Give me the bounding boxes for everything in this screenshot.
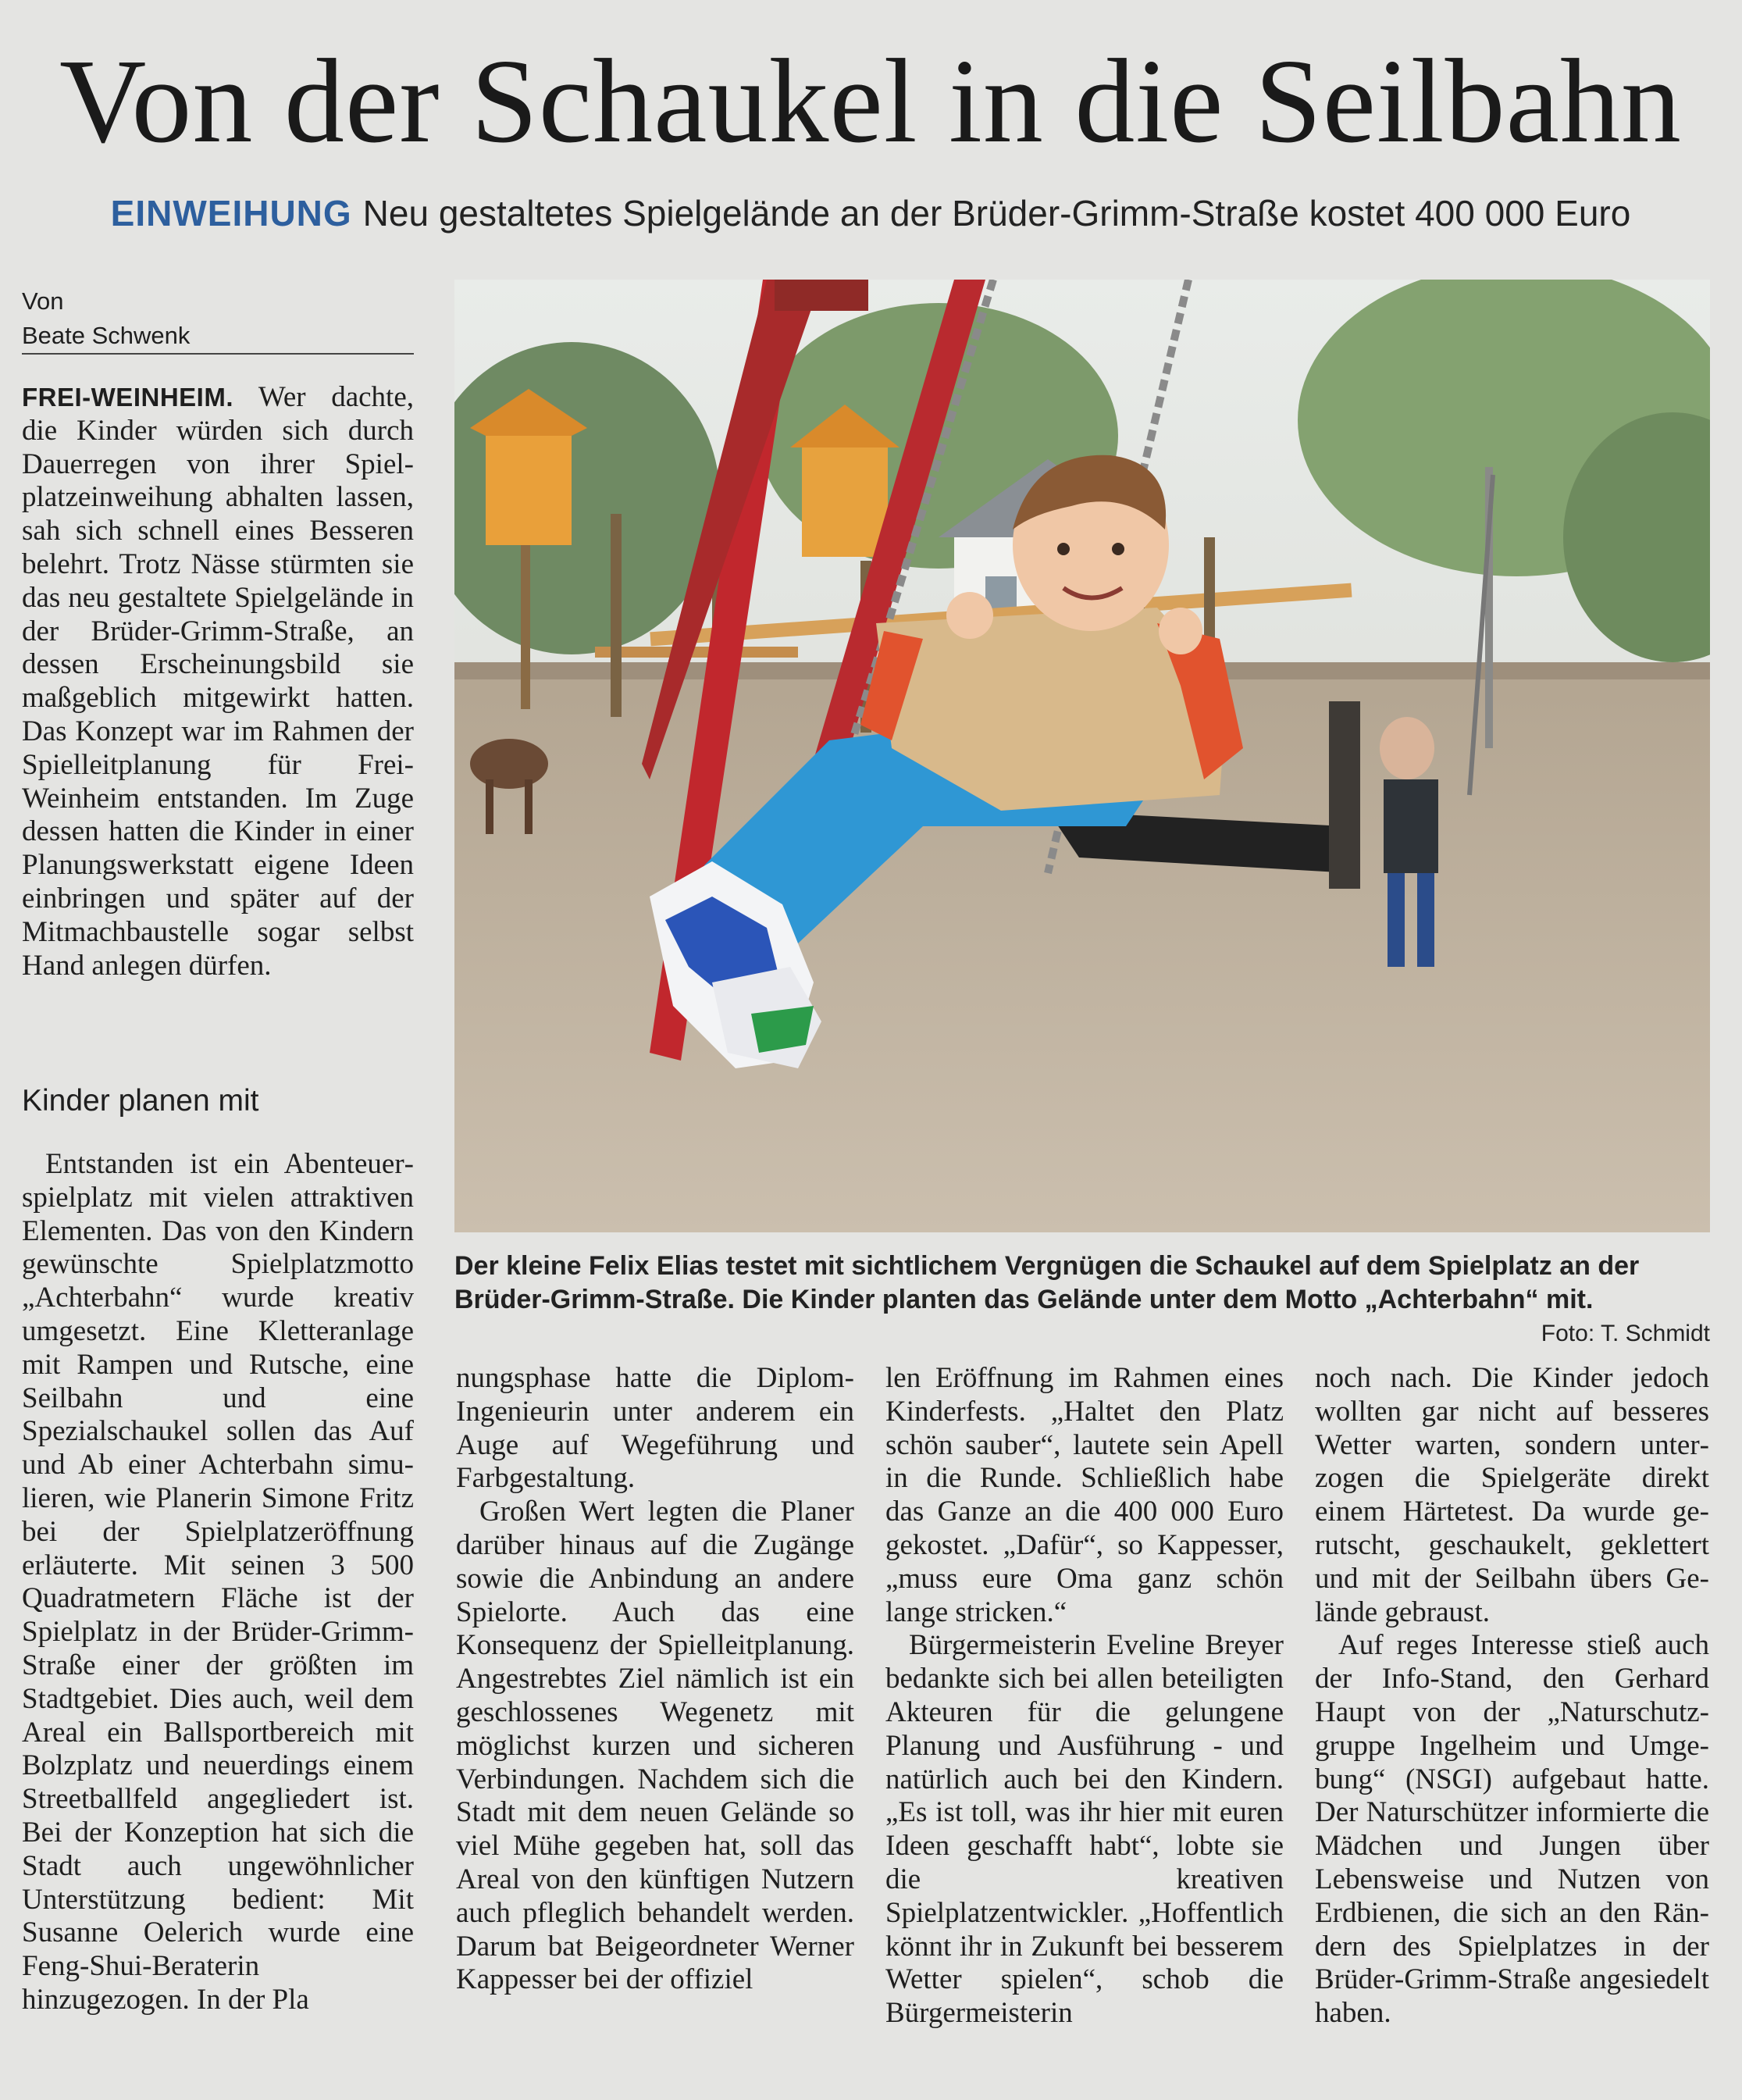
photo-caption xyxy=(454,1250,1710,1350)
paragraph: noch nach. Die Kinder jedoch wollten gar nicht auf besseres Wetter warten, sondern unterzogen die Spielgeräte direkt einem Härtetest. Da wurde gerutscht, geschaukelt, geklettert und mit der Seilbahn übers Gelände gebraust. xyxy=(1315,1362,1709,1628)
lead-text: Wer dachte, die Kinder würden sich durch Dauerregen von ihrer Spielplatzeinweihung abhalten lassen, sah sich schnell eines Besseren belehrt. Trotz Nässe stürmten sie das neu gestaltete Spielgelände in der Brüder-Grimm-Straße, an dessen Erscheinungsbild sie maßgeblich mitgewirkt hatten. Das Konzept war im Rahmen der Spielleitplanung für Frei-Weinheim entstanden. Im Zuge dessen hatten die Kinder in einer Planungswerkstatt eigene Ideen einbringen und später auf der Mitmachbaustelle sogar selbst Hand anlegen dürfen. xyxy=(22,381,414,982)
photo-credit: Foto: T. Schmidt xyxy=(1541,1321,1710,1346)
author: Beate Schwenk xyxy=(22,322,191,349)
column-3 xyxy=(885,1362,1284,2030)
paragraph: Auf reges Interesse stieß auch der Info-Stand, den Gerhard Haupt von der „Naturschutzgruppe Ingelheim und Umgebung“ (NSGI) aufgebaut hatte. Der Naturschützer informierte die Mädchen und Jungen über Lebensweise und Nutzen von Erdbienen, die sich an den Rändern des Spielplatzes in der Brüder-Grimm-Straße angesiedelt haben. xyxy=(1315,1629,1709,2030)
subheadline: Neu gestaltetes Spielgelände an der Brüder-Grimm-Straße kostet 400 000 Euro xyxy=(362,193,1631,234)
paragraph: Entstanden ist ein Abenteuerspielplatz mit vielen attraktiven Elementen. Das von den Kindern gewünschte Spielplatzmotto „Achterbahn“ wurde kreativ umgesetzt. Eine Kletteranlage mit Rampen und Rutsche, eine Seilbahn und eine Spezialschaukel sollen das Auf und Ab einer Achterbahn simulieren, wie Planerin Simone Fritz bei der Spielplatzeröffnung erläuterte. Mit seinen 3 500 Quadratmetern Fläche ist der Spielplatz in der Brüder-Grimm-Straße einer der größten im Stadtgebiet. Dies auch, weil dem Areal ein Ballsportbereich mit Bolzplatz und neuerdings einem Streetballfeld angegliedert ist. Bei der Konzeption hat sich die Stadt auch ungewöhnlicher Unterstützung bedient: Mit Susanne Oelerich wurde eine Feng-Shui-Beraterin hinzugezogen. In der Pla xyxy=(22,1148,414,2016)
photo-swing-child xyxy=(454,280,1710,1232)
paragraph: Großen Wert legten die Planer darüber hinaus auf die Zugänge sowie die Anbindung an andere Spielorte. Auch das eine Konsequenz der Spielleitplanung. Angestrebtes Ziel nämlich ist ein geschlossenes Wegenetz mit möglichst kurzen und sicheren Verbindungen. Nachdem sich die Stadt mit dem neuen Gelände so viel Mühe gegeben hat, soll das Areal von den künftigen Nutzern auch pfleglich behandelt werden. Darum bat Beigeordneter Werner Kappesser bei der offiziel xyxy=(456,1496,854,1996)
byline xyxy=(22,284,412,353)
subheadline-line xyxy=(47,190,1694,237)
crosshead: Kinder planen mit xyxy=(22,1084,259,1118)
lead-column xyxy=(22,381,414,982)
headline: Von der Schaukel in die Seilbahn xyxy=(59,35,1682,168)
dateline: FREI-WEINHEIM. xyxy=(22,383,233,412)
caption-text: Der kleine Felix Elias testet mit sichtlichem Vergnügen die Schaukel auf dem Spielplatz an der Brüder-Grimm-Straße. Die Kinder planten das Gelände unter dem Motto „Achterbahn“ mit. xyxy=(454,1251,1640,1314)
column-2 xyxy=(456,1362,854,1997)
byline-prefix: Von xyxy=(22,287,64,315)
kicker: EINWEIHUNG xyxy=(110,193,352,234)
paragraph: nungsphase hatte die Diplom-Ingenieurin unter anderem ein Auge auf Wegeführung und Farbgestaltung. xyxy=(456,1362,854,1495)
article-photo xyxy=(454,280,1710,1232)
byline-rule xyxy=(22,353,414,355)
paragraph: len Eröffnung im Rahmen eines Kinderfests. „Haltet den Platz schön sauber“, lautete sein Apell in die Runde. Schließlich habe das Ganze an die 400 000 Euro gekostet. „Dafür“, so Kappesser, „muss eure Oma ganz schön lange stricken.“ xyxy=(885,1362,1284,1628)
paragraph: Bürgermeisterin Eveline Breyer bedankte sich bei allen beteiligten Akteuren für die gelungene Planung und Ausführung - und natürlich auch bei den Kindern. „Es ist toll, was ihr hier mit euren Ideen geschafft habt“, lobte sie die kreativen Spielplatzentwickler. „Hoffentlich könnt ihr in Zukunft bei besserem Wetter spielen“, schob die Bürgermeisterin xyxy=(885,1629,1284,2030)
column-4 xyxy=(1315,1362,1709,2030)
column-1-body xyxy=(22,1148,414,2017)
